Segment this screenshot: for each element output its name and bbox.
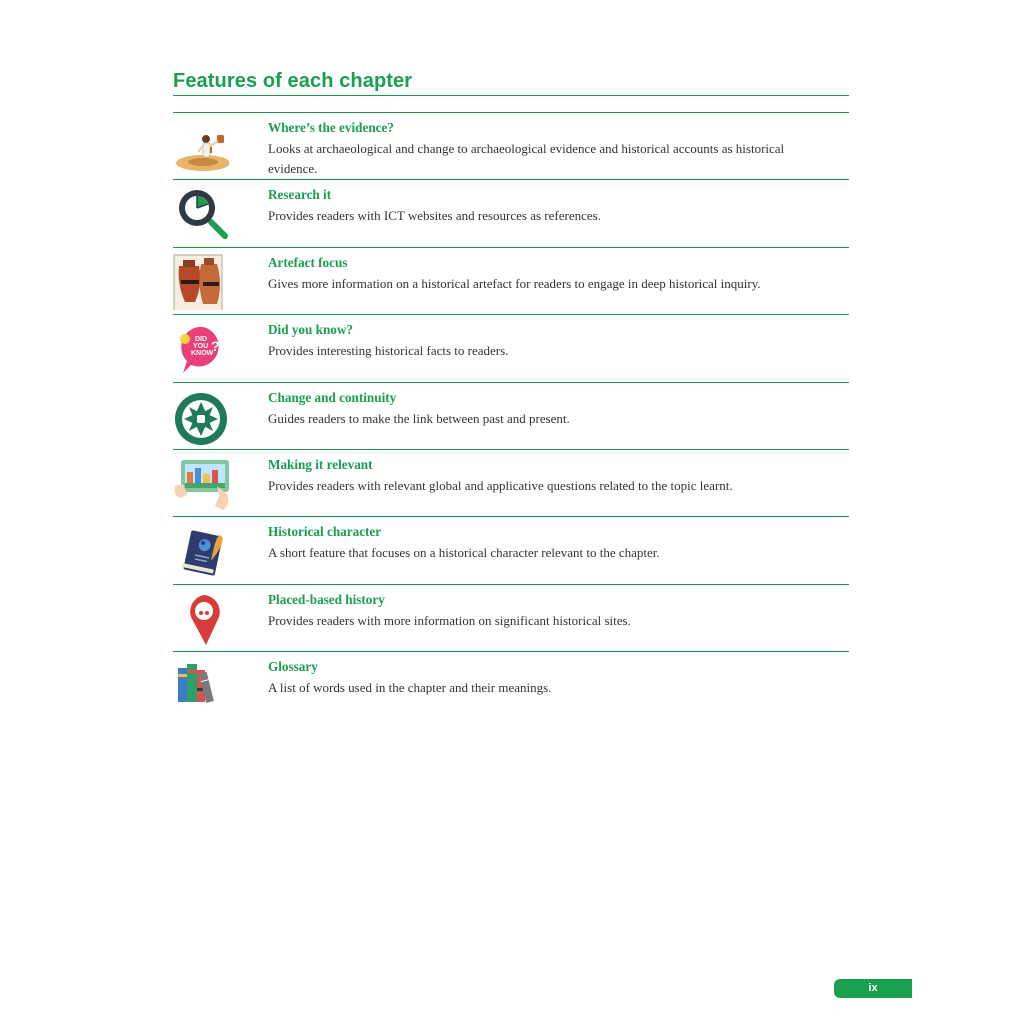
feature-description: A list of words used in the chapter and their meanings. bbox=[268, 680, 552, 696]
feature-title: Glossary bbox=[268, 659, 318, 675]
feature-description: Gives more information on a historical artefact for readers to engage in deep historical inquiry. bbox=[268, 275, 761, 291]
mandala-icon bbox=[173, 389, 229, 445]
did-you-know-mark: ? bbox=[211, 338, 220, 355]
feature-list bbox=[173, 112, 849, 719]
book-quill-icon bbox=[173, 523, 229, 579]
archaeologist-dig-icon bbox=[173, 119, 229, 175]
feature-row bbox=[173, 651, 849, 718]
feature-title: Did you know? bbox=[268, 322, 354, 338]
feature-row bbox=[173, 382, 849, 449]
did-you-know-word: YOU bbox=[193, 343, 209, 351]
feature-title: Making it relevant bbox=[268, 456, 373, 472]
feature-description: Provides interesting historical facts to readers. bbox=[268, 343, 509, 359]
feature-description: Provides readers with more information on significant historical sites. bbox=[268, 612, 631, 628]
title-divider bbox=[173, 95, 849, 96]
feature-row bbox=[173, 112, 849, 179]
did-you-know-word: DID bbox=[195, 336, 208, 344]
page-number: ix bbox=[834, 979, 912, 998]
feature-row bbox=[173, 179, 849, 246]
feature-title: Artefact focus bbox=[268, 254, 348, 270]
tablet-city-icon bbox=[173, 456, 229, 512]
amphora-icon bbox=[173, 254, 229, 310]
feature-description: Guides readers to make the link between past and present. bbox=[268, 410, 570, 426]
feature-row bbox=[173, 584, 849, 651]
feature-description: A short feature that focuses on a historical character relevant to the chapter. bbox=[268, 545, 660, 561]
feature-title: Where’s the evidence? bbox=[268, 120, 394, 135]
feature-description: Looks at archaeological and change to archaeological evidence and historical accounts as historical evidence. bbox=[268, 141, 785, 176]
feature-title: Change and continuity bbox=[268, 389, 397, 405]
feature-description: Provides readers with ICT websites and resources as references. bbox=[268, 208, 601, 224]
feature-row bbox=[173, 247, 849, 314]
feature-title: Research it bbox=[268, 187, 332, 203]
feature-row bbox=[173, 314, 849, 381]
magnifier-chart-icon bbox=[173, 186, 229, 242]
did-you-know-icon bbox=[173, 321, 229, 377]
did-you-know-word: KNOW bbox=[191, 350, 214, 358]
map-pin-icon bbox=[173, 591, 229, 647]
feature-row bbox=[173, 516, 849, 583]
feature-row bbox=[173, 449, 849, 516]
page-title: Features of each chapter bbox=[173, 70, 413, 92]
feature-title: Placed-based history bbox=[268, 591, 385, 607]
books-icon bbox=[173, 658, 229, 714]
feature-title: Historical character bbox=[268, 524, 382, 540]
feature-description: Provides readers with relevant global and applicative questions related to the topic learnt. bbox=[268, 477, 733, 493]
